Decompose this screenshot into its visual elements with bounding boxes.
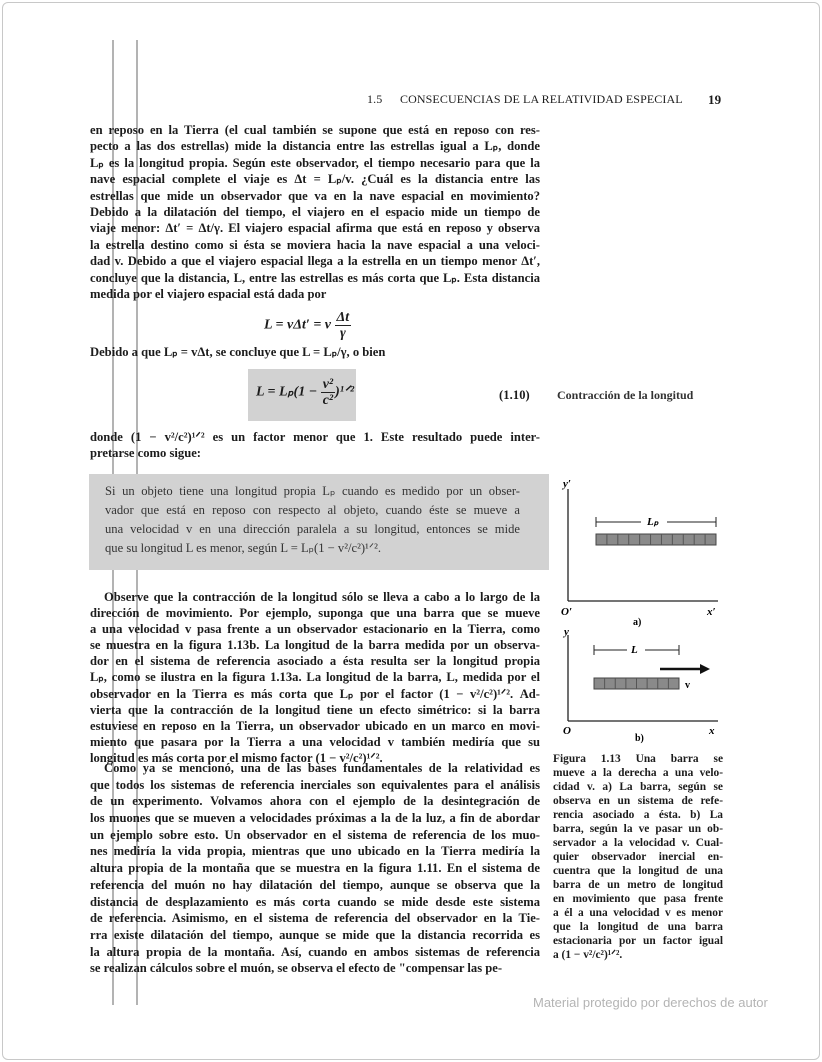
paragraph-1: [90, 122, 540, 302]
rod: [596, 534, 716, 545]
text-line: se muestra en la figura 1.13b. La longitud de la barra medida por un observa-: [90, 638, 540, 653]
text-line: quier observador inercial en-: [553, 851, 723, 863]
paragraph-3: [90, 429, 540, 462]
axis-label: y: [564, 626, 569, 638]
text-line: Figura 1.13 Una barra se: [553, 753, 723, 765]
text-line: a una velocidad v pasa frente a un observador estacionario en la Tierra, como: [90, 622, 540, 637]
text-line: que la longitud de una barra: [553, 921, 723, 933]
text-line: Como ya se mencionó, una de las bases fundamentales de la relatividad es: [104, 761, 540, 775]
text-line: un ejemplo sobre esto. Un observador en el sistema de referencia de los muo-: [90, 827, 540, 842]
text-line: los muones que se mueven a velocidades próximas a la de la luz, a fin de abordar: [90, 811, 540, 826]
velocity-label: v: [685, 680, 690, 691]
text-line: nave espacial complete el viaje es Δt = Lₚ/v. ¿Cuál es la distancia entre las: [90, 172, 540, 187]
text-line: Lₚ, como se ilustra en la figura 1.13a. La longitud de la barra, L, medida por el: [90, 670, 540, 685]
text-line: la altura propia de la montaña. Así, cuando en ambos sistemas de referencia: [90, 944, 540, 959]
text-line: vierta que la contracción de la longitud tiene un efecto simétrico: si la barra: [90, 702, 540, 717]
panel-label: a): [633, 617, 642, 628]
text-line: una velocidad v en una dirección paralela a su longitud, entonces se mide: [105, 522, 520, 536]
text-line: que su longitud L es menor, según L = Lₚ(1 − v²/c²)¹ᐟ².: [105, 541, 382, 555]
text-line: medida por el viajero espacial está dada por: [90, 286, 327, 301]
text-line: a él a una velocidad v es menor: [553, 907, 723, 919]
figure-panel-a: [561, 478, 718, 628]
text-line: altura propia de la montaña que se muestra en la figura 1.11. En el sistema de: [90, 861, 540, 876]
text-line: concluye que la distancia, L, entre las estrellas es más corta que Lₚ. Esta distancia: [90, 270, 540, 285]
text-line: Observe que la contracción de la longitud sólo se lleva a cabo a lo largo de la: [104, 590, 540, 604]
equation-length: [264, 310, 351, 341]
page-number: 19: [708, 92, 722, 107]
text-line: de referencia. Asimismo, en el sistema de referencia del observador en la Tie-: [90, 911, 540, 926]
equation-lhs: L = Lₚ(1 −: [256, 384, 318, 400]
text-line: la estrella destino como si ésta se moviera hacia la nave espacial a una veloci-: [90, 237, 540, 252]
panel-label: b): [635, 733, 644, 744]
denominator: γ: [339, 326, 346, 341]
text-line: pretarse como sigue:: [90, 446, 201, 461]
text-line: Debido a la dilatación del tiempo, el viajero en el espacio mide un tiempo de: [90, 204, 540, 219]
paragraph-4: [90, 589, 540, 766]
text-line: observa en un sistema de refe-: [553, 795, 723, 807]
dimension-label: Lₚ: [647, 516, 659, 528]
text-line: vador que está en reposo con respecto al objeto, cuando éste se mueve a: [105, 503, 520, 517]
figure-caption: [553, 752, 723, 962]
dimension-label: L: [631, 644, 638, 656]
text-line: nes mediría la vida propia, mientras que uno ubicado en la Tierra mediría la: [90, 844, 540, 859]
origin-label: O: [563, 725, 571, 737]
text-line: miento que pasara por la Tierra a una velocidad v también mediría que su: [90, 734, 540, 749]
paragraph-2: [90, 344, 540, 360]
paragraph-5: [90, 760, 540, 977]
numerator: Δt: [336, 310, 350, 325]
text-line: estacionaria por un factor igual: [553, 935, 723, 947]
text-line: viaje menor: Δt′ = Δt/γ. El viajero espacial afirma que está en reposo y observa: [90, 221, 540, 236]
numerator: v²: [322, 377, 334, 392]
text-line: Debido a que Lₚ = vΔt, se concluye que L = Lₚ/γ, o bien: [90, 345, 386, 359]
origin-label: O′: [561, 606, 573, 618]
text-line: barra, según la ve pasar un ob-: [553, 823, 723, 835]
text-line: de un experimento. Volvamos ahora con el ejemplo de la desintegración de: [90, 794, 540, 809]
text-line: referencia del muón no hay dilatación del tiempo, aunque se observa que la: [90, 877, 540, 892]
text-line: dad v. Debido a que el viajero espacial llega a la estrella en un tiempo menor Δt′,: [90, 254, 540, 269]
text-line: servador a la velocidad v. Cual-: [553, 837, 723, 849]
text-line: cuentra que la longitud de una: [553, 865, 723, 877]
text-line: Si un objeto tiene una longitud propia Lₚ cuando es medido por un obser-: [105, 484, 520, 498]
text-line: a (1 − v²/c²)¹ᐟ².: [553, 949, 623, 961]
text-line: pecto a las dos estrellas) mide la distancia entre las estrellas igual a Lₚ, donde: [90, 139, 540, 154]
text-line: en movimiento que pasa frente: [553, 893, 723, 905]
axis-label: x: [709, 725, 715, 737]
text-line: en reposo en la Tierra (el cual también se supone que está en reposo con res-: [90, 123, 540, 137]
text-line: que todos los sistemas de referencia inerciales son equivalentes para el análisis: [90, 777, 540, 792]
text-line: donde (1 − v²/c²)¹ᐟ² es un factor menor que 1. Este resultado puede inter-: [90, 430, 540, 444]
text-line: rra existe dilatación del tiempo, aunque se mide que la distancia recorrida es: [90, 927, 540, 942]
text-line: estuviese en reposo en la Tierra, un observador ubicado en un marco en movi-: [90, 718, 540, 733]
equation-lhs: L = vΔt′ = v: [264, 317, 332, 333]
margin-note: Contracción de la longitud: [557, 388, 694, 402]
text-line: Lₚ es la longitud propia. Según este observador, el tiempo necesario para que la: [90, 155, 540, 170]
running-head: CONSECUENCIAS DE LA RELATIVIDAD ESPECIAL: [400, 92, 683, 106]
text-line: distancia de desplazamiento es más corta cuando se mide desde este sistema: [90, 894, 540, 909]
text-line: barra de un metro de longitud: [553, 879, 723, 891]
text-line: observador en la Tierra es más corta que Lₚ por el factor (1 − v²/c²)¹ᐟ². Ad-: [90, 686, 540, 701]
text-line: cidad v. a) La barra, según se: [553, 781, 723, 793]
boxed-statement: [105, 482, 520, 558]
denominator: c²: [322, 393, 334, 408]
text-line: longitud es más corta por el mismo factor (1 − v²/c²)¹ᐟ².: [90, 750, 383, 765]
section-number: 1.5: [367, 92, 383, 106]
axis-label: y′: [563, 478, 571, 490]
text-line: dirección de movimiento. Por ejemplo, suponga que una barra que se mueve: [90, 606, 540, 621]
equation-number: (1.10): [499, 388, 530, 402]
axis-label: x′: [707, 606, 716, 618]
fraction: [321, 377, 335, 408]
text-line: rencia asociado a ésta. b) La: [553, 809, 723, 821]
text-line: se realizan cálculos sobre el muón, se observa el efecto de "compensar las pe-: [90, 961, 503, 976]
copyright-watermark: Material protegido por derechos de autor: [533, 995, 768, 1010]
fraction: [335, 310, 352, 341]
text-line: dor en el sistema de referencia asociado a ésta resulta ser la longitud propia: [90, 654, 540, 669]
figure-1-13: [555, 475, 730, 745]
text-line: estrellas que mide un observador que va en la nave espacial en movimiento?: [90, 188, 540, 203]
equation-1-10: [256, 377, 354, 408]
exponent: )¹ᐟ²: [335, 384, 355, 400]
text-line: mueve a la derecha a una velo-: [553, 767, 723, 779]
figure-panel-b: [562, 626, 718, 744]
